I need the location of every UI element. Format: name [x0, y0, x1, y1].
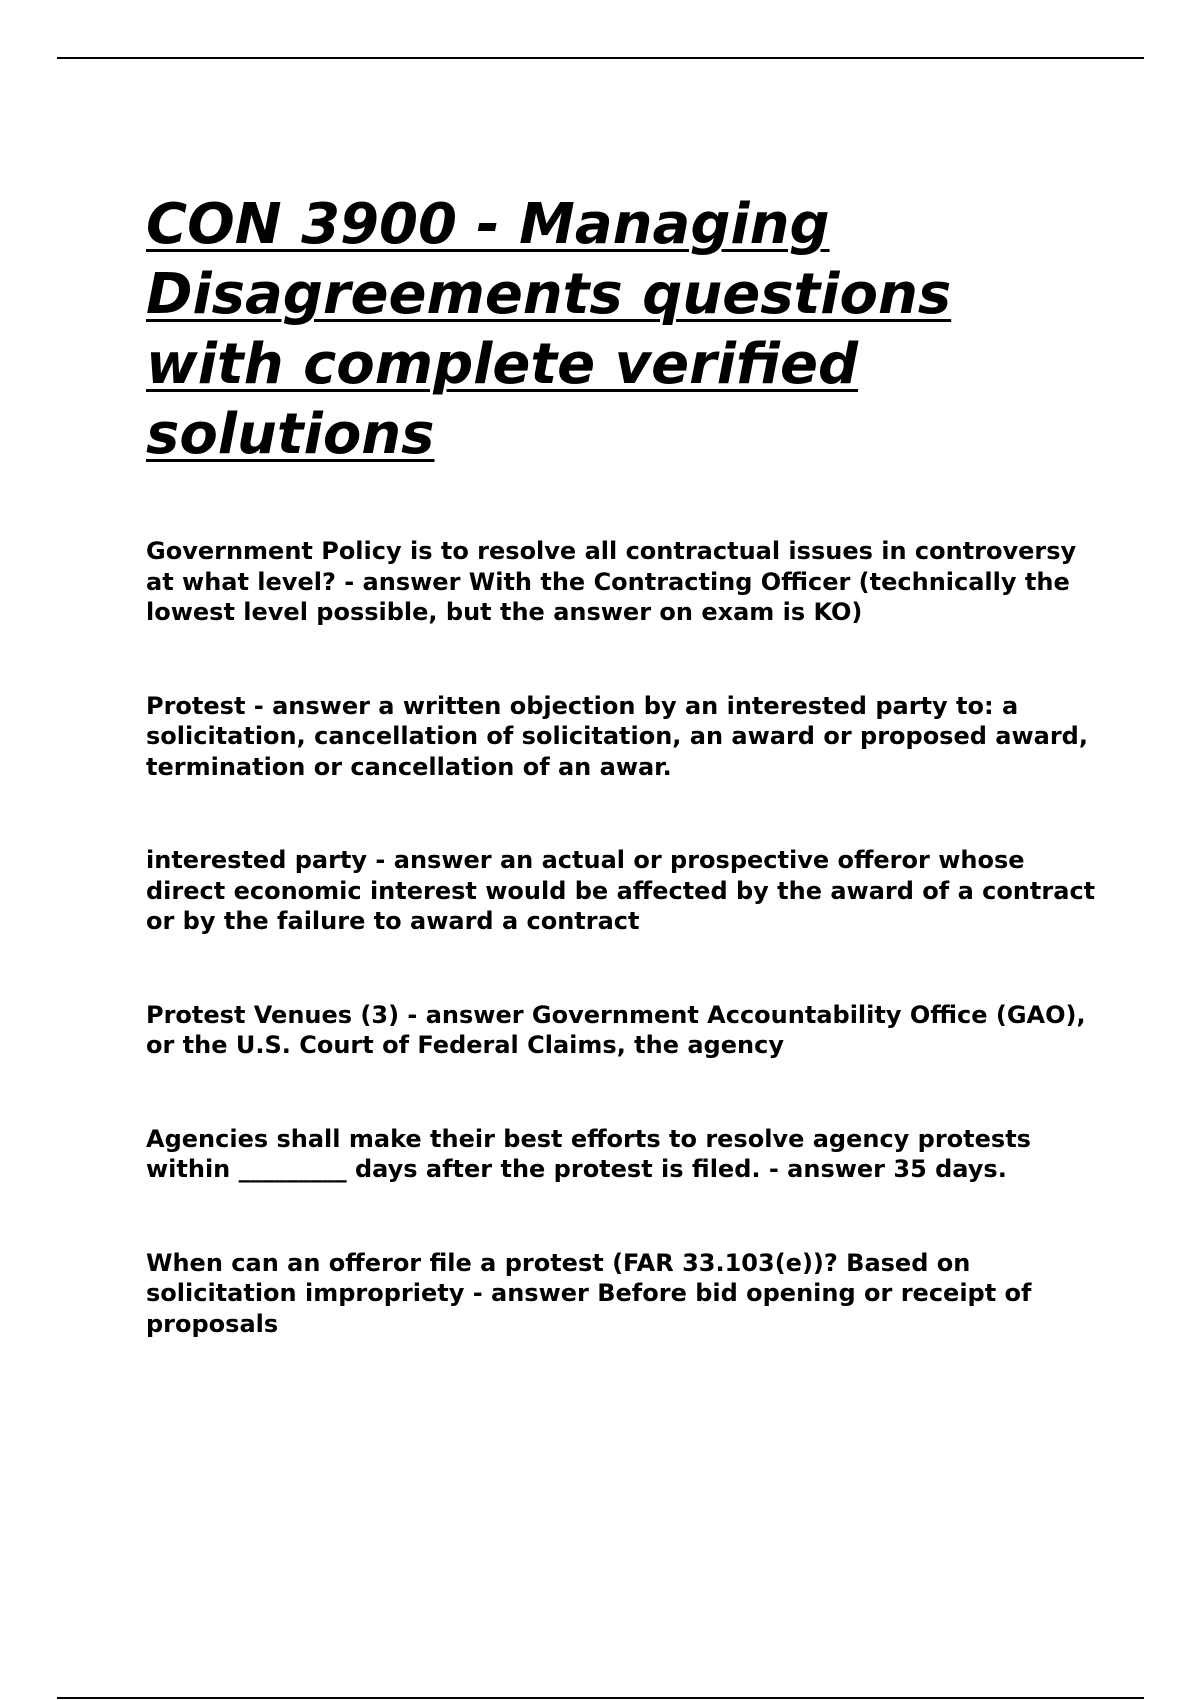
qa-item: Agencies shall make their best efforts to resolve agency protests within _________ days after the protest is filed. - answer 35 days. — [146, 1124, 1031, 1183]
qa-item: When can an offeror file a protest (FAR 33.103(e))? Based on solicitation impropriety - answer Before bid opening or receipt of proposals — [146, 1248, 1032, 1338]
qa-item: Protest Venues (3) - answer Government Accountability Office (GAO), or the U.S. Court of Federal Claims, the agency — [146, 1000, 1086, 1059]
qa-item: Protest - answer a written objection by an interested party to: a solicitation, cancellation of solicitation, an award or proposed award, termination or cancellation of an awar. — [146, 691, 1088, 781]
top-rule — [57, 57, 1144, 59]
document-title-text: CON 3900 - Managing Disagreements questions with complete verified solutions — [146, 192, 952, 467]
qa-item: interested party - answer an actual or prospective offeror whose direct economic interest would be affected by the award of a contract or by the failure to award a contract — [146, 846, 1096, 935]
bottom-rule — [57, 1697, 1144, 1699]
document-title — [146, 190, 1006, 470]
qa-list — [146, 536, 1106, 1339]
document-body — [146, 190, 1106, 1402]
qa-item: Government Policy is to resolve all contractual issues in controversy at what level? - answer With the Contracting Officer (technically the lowest level possible, but the answer on exam is KO) — [146, 537, 1077, 626]
